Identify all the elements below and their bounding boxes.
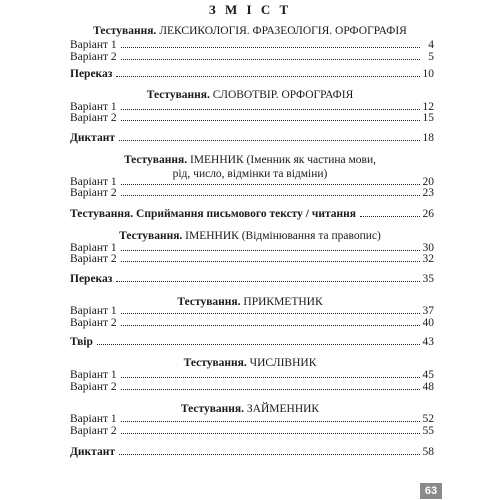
toc-label: Переказ bbox=[70, 273, 113, 285]
page-title: З М І С Т bbox=[208, 2, 292, 17]
toc-label: Варіант 1 bbox=[70, 305, 117, 317]
section-topic: ПРИКМЕТНИК bbox=[240, 296, 323, 308]
section-heading bbox=[60, 356, 440, 370]
toc-label: Переказ bbox=[70, 68, 113, 80]
leader-dots bbox=[121, 46, 420, 48]
toc-label: Тестування. Сприймання письмового тексту / читання bbox=[70, 208, 356, 220]
leader-dots bbox=[121, 108, 420, 110]
section-topic: ІМЕННИК (Іменник як частина мови, bbox=[187, 154, 377, 166]
leader-dots bbox=[121, 260, 420, 262]
section-topic-continued: рід, число, відмінки та відміни) bbox=[172, 168, 328, 180]
leader-dots bbox=[121, 388, 420, 390]
toc-page-number: 55 bbox=[422, 425, 434, 437]
leader-dots bbox=[97, 343, 420, 345]
leader-dots bbox=[121, 183, 420, 185]
toc-page-number: 30 bbox=[422, 242, 434, 254]
page-number-badge: 63 bbox=[420, 483, 442, 499]
toc-page-number: 12 bbox=[422, 101, 434, 113]
toc-label: Варіант 1 bbox=[70, 176, 117, 188]
toc-page-number: 26 bbox=[422, 208, 434, 220]
section-topic: ЛЕКСИКОЛОГІЯ. ФРАЗЕОЛОГІЯ. ОРФОГРАФІЯ bbox=[156, 25, 407, 37]
section-lead: Тестування. bbox=[183, 357, 247, 369]
toc-label: Варіант 1 bbox=[70, 242, 117, 254]
toc-label: Диктант bbox=[70, 132, 115, 144]
toc-entry[interactable] bbox=[70, 68, 434, 81]
leader-dots bbox=[121, 194, 420, 196]
section-topic: ЧИСЛІВНИК bbox=[246, 357, 317, 369]
toc-label: Варіант 2 bbox=[70, 381, 117, 393]
toc-label: Варіант 2 bbox=[70, 425, 117, 437]
section-lead: Тестування. bbox=[177, 296, 241, 308]
toc-label: Варіант 2 bbox=[70, 317, 117, 329]
section-heading bbox=[60, 24, 440, 38]
toc-page-number: 37 bbox=[422, 305, 434, 317]
toc-entry[interactable] bbox=[70, 253, 434, 266]
toc-entry[interactable] bbox=[70, 112, 434, 125]
section-heading bbox=[60, 88, 440, 102]
toc-page-number: 35 bbox=[422, 273, 434, 285]
toc-page-number: 5 bbox=[428, 51, 434, 63]
toc-label: Варіант 1 bbox=[70, 101, 117, 113]
toc-page-number: 20 bbox=[422, 176, 434, 188]
toc-label: Варіант 1 bbox=[70, 39, 117, 51]
leader-dots bbox=[121, 432, 420, 434]
leader-dots bbox=[121, 58, 420, 60]
toc-entry[interactable] bbox=[70, 446, 434, 459]
toc-label: Твір bbox=[70, 336, 93, 348]
toc-page-number: 18 bbox=[422, 132, 434, 144]
toc-page-number: 10 bbox=[422, 68, 434, 80]
leader-dots bbox=[121, 249, 420, 251]
toc-entry[interactable] bbox=[70, 425, 434, 438]
toc-label: Варіант 2 bbox=[70, 112, 117, 124]
toc-entry[interactable] bbox=[70, 273, 434, 286]
section-lead: Тестування. bbox=[123, 154, 188, 166]
toc-entry[interactable] bbox=[70, 336, 434, 349]
section-topic: ІМЕННИК (Відмінювання та правопис) bbox=[182, 230, 381, 242]
toc-label: Диктант bbox=[70, 446, 115, 458]
leader-dots bbox=[121, 376, 420, 378]
toc-label: Варіант 2 bbox=[70, 51, 117, 63]
leader-dots bbox=[121, 312, 420, 314]
toc-page-number: 52 bbox=[422, 413, 434, 425]
leader-dots bbox=[116, 280, 420, 282]
toc-entry[interactable] bbox=[70, 381, 434, 394]
section-topic: СЛОВОТВІР. ОРФОГРАФІЯ bbox=[209, 89, 354, 101]
leader-dots bbox=[121, 324, 420, 326]
leader-dots bbox=[121, 420, 420, 422]
toc-label: Варіант 2 bbox=[70, 253, 117, 265]
toc-label: Варіант 1 bbox=[70, 413, 117, 425]
toc-page-number: 40 bbox=[422, 317, 434, 329]
section-lead: Тестування. bbox=[93, 25, 157, 37]
leader-dots bbox=[119, 139, 420, 141]
section-lead: Тестування. bbox=[146, 89, 210, 101]
toc-page-number: 4 bbox=[428, 39, 434, 51]
section-lead: Тестування. bbox=[180, 403, 245, 415]
toc-entry[interactable] bbox=[70, 187, 434, 200]
section-lead: Тестування. bbox=[119, 230, 183, 242]
section-heading bbox=[60, 229, 440, 243]
toc-entry[interactable] bbox=[70, 132, 434, 145]
leader-dots bbox=[121, 119, 420, 121]
toc-entry[interactable] bbox=[70, 208, 434, 221]
toc-page-number: 43 bbox=[422, 336, 434, 348]
leader-dots bbox=[360, 215, 420, 217]
toc-page-number: 48 bbox=[422, 381, 434, 393]
toc-label: Варіант 1 bbox=[70, 369, 117, 381]
toc-page-number: 45 bbox=[422, 369, 434, 381]
toc-label: Варіант 2 bbox=[70, 187, 117, 199]
toc-page-number: 32 bbox=[422, 253, 434, 265]
toc-entry[interactable] bbox=[70, 317, 434, 330]
leader-dots bbox=[116, 75, 420, 77]
toc-page-number: 58 bbox=[422, 446, 434, 458]
toc-entry[interactable] bbox=[70, 51, 434, 64]
toc-page-number: 15 bbox=[422, 112, 434, 124]
leader-dots bbox=[119, 453, 420, 455]
section-topic: ЗАЙМЕННИК bbox=[244, 403, 320, 415]
toc-page-number: 23 bbox=[422, 187, 434, 199]
